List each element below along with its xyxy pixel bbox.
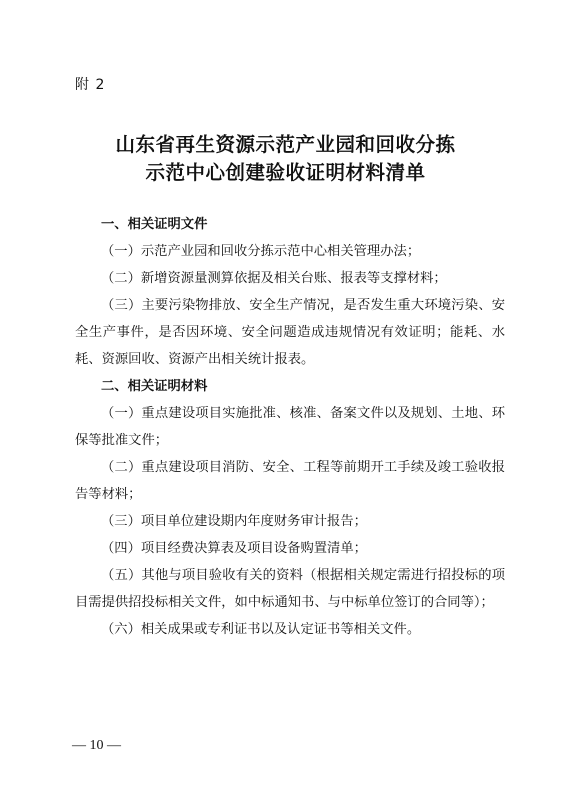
document-title-line-1: 山东省再生资源示范产业园和回收分拣	[115, 133, 456, 156]
list-item: （三）主要污染物排放、安全生产情况，是否发生重大环境污染、安全生产事件，是否因环境、安全问题造成违规情况有效证明；能耗、水耗、资源回收、资源产出相关统计报表。	[75, 298, 505, 367]
list-item: （一）示范产业园和回收分拣示范中心相关管理办法；	[101, 244, 421, 259]
attachment-label: 附 2	[75, 77, 106, 93]
document-body	[75, 211, 505, 643]
list-item: （五）其他与项目验收有关的资料（根据相关规定需进行招投标的项目需提供招投标相关文件，如中标通知书、与中标单位签订的合同等）；	[75, 568, 505, 610]
list-item: （一）重点建设项目实施批准、核准、备案文件以及规划、土地、环保等批准文件；	[75, 406, 505, 448]
list-item: （二）新增资源量测算依据及相关台账、报表等支撑材料；	[101, 271, 447, 286]
list-item: （二）重点建设项目消防、安全、工程等前期开工手续及竣工验收报告等材料；	[75, 460, 505, 502]
section-heading-documents: 一、相关证明文件	[101, 217, 208, 232]
list-item: （六）相关成果或专利证书以及认定证书等相关文件。	[101, 622, 421, 637]
list-item: （三）项目单位建设期内年度财务审计报告；	[101, 514, 367, 529]
page-number: — 10 —	[72, 738, 121, 753]
list-item: （四）项目经费决算表及项目设备购置清单；	[101, 541, 367, 556]
document-title-line-2: 示范中心创建验收证明材料清单	[145, 161, 426, 184]
section-heading-materials: 二、相关证明材料	[101, 379, 208, 394]
